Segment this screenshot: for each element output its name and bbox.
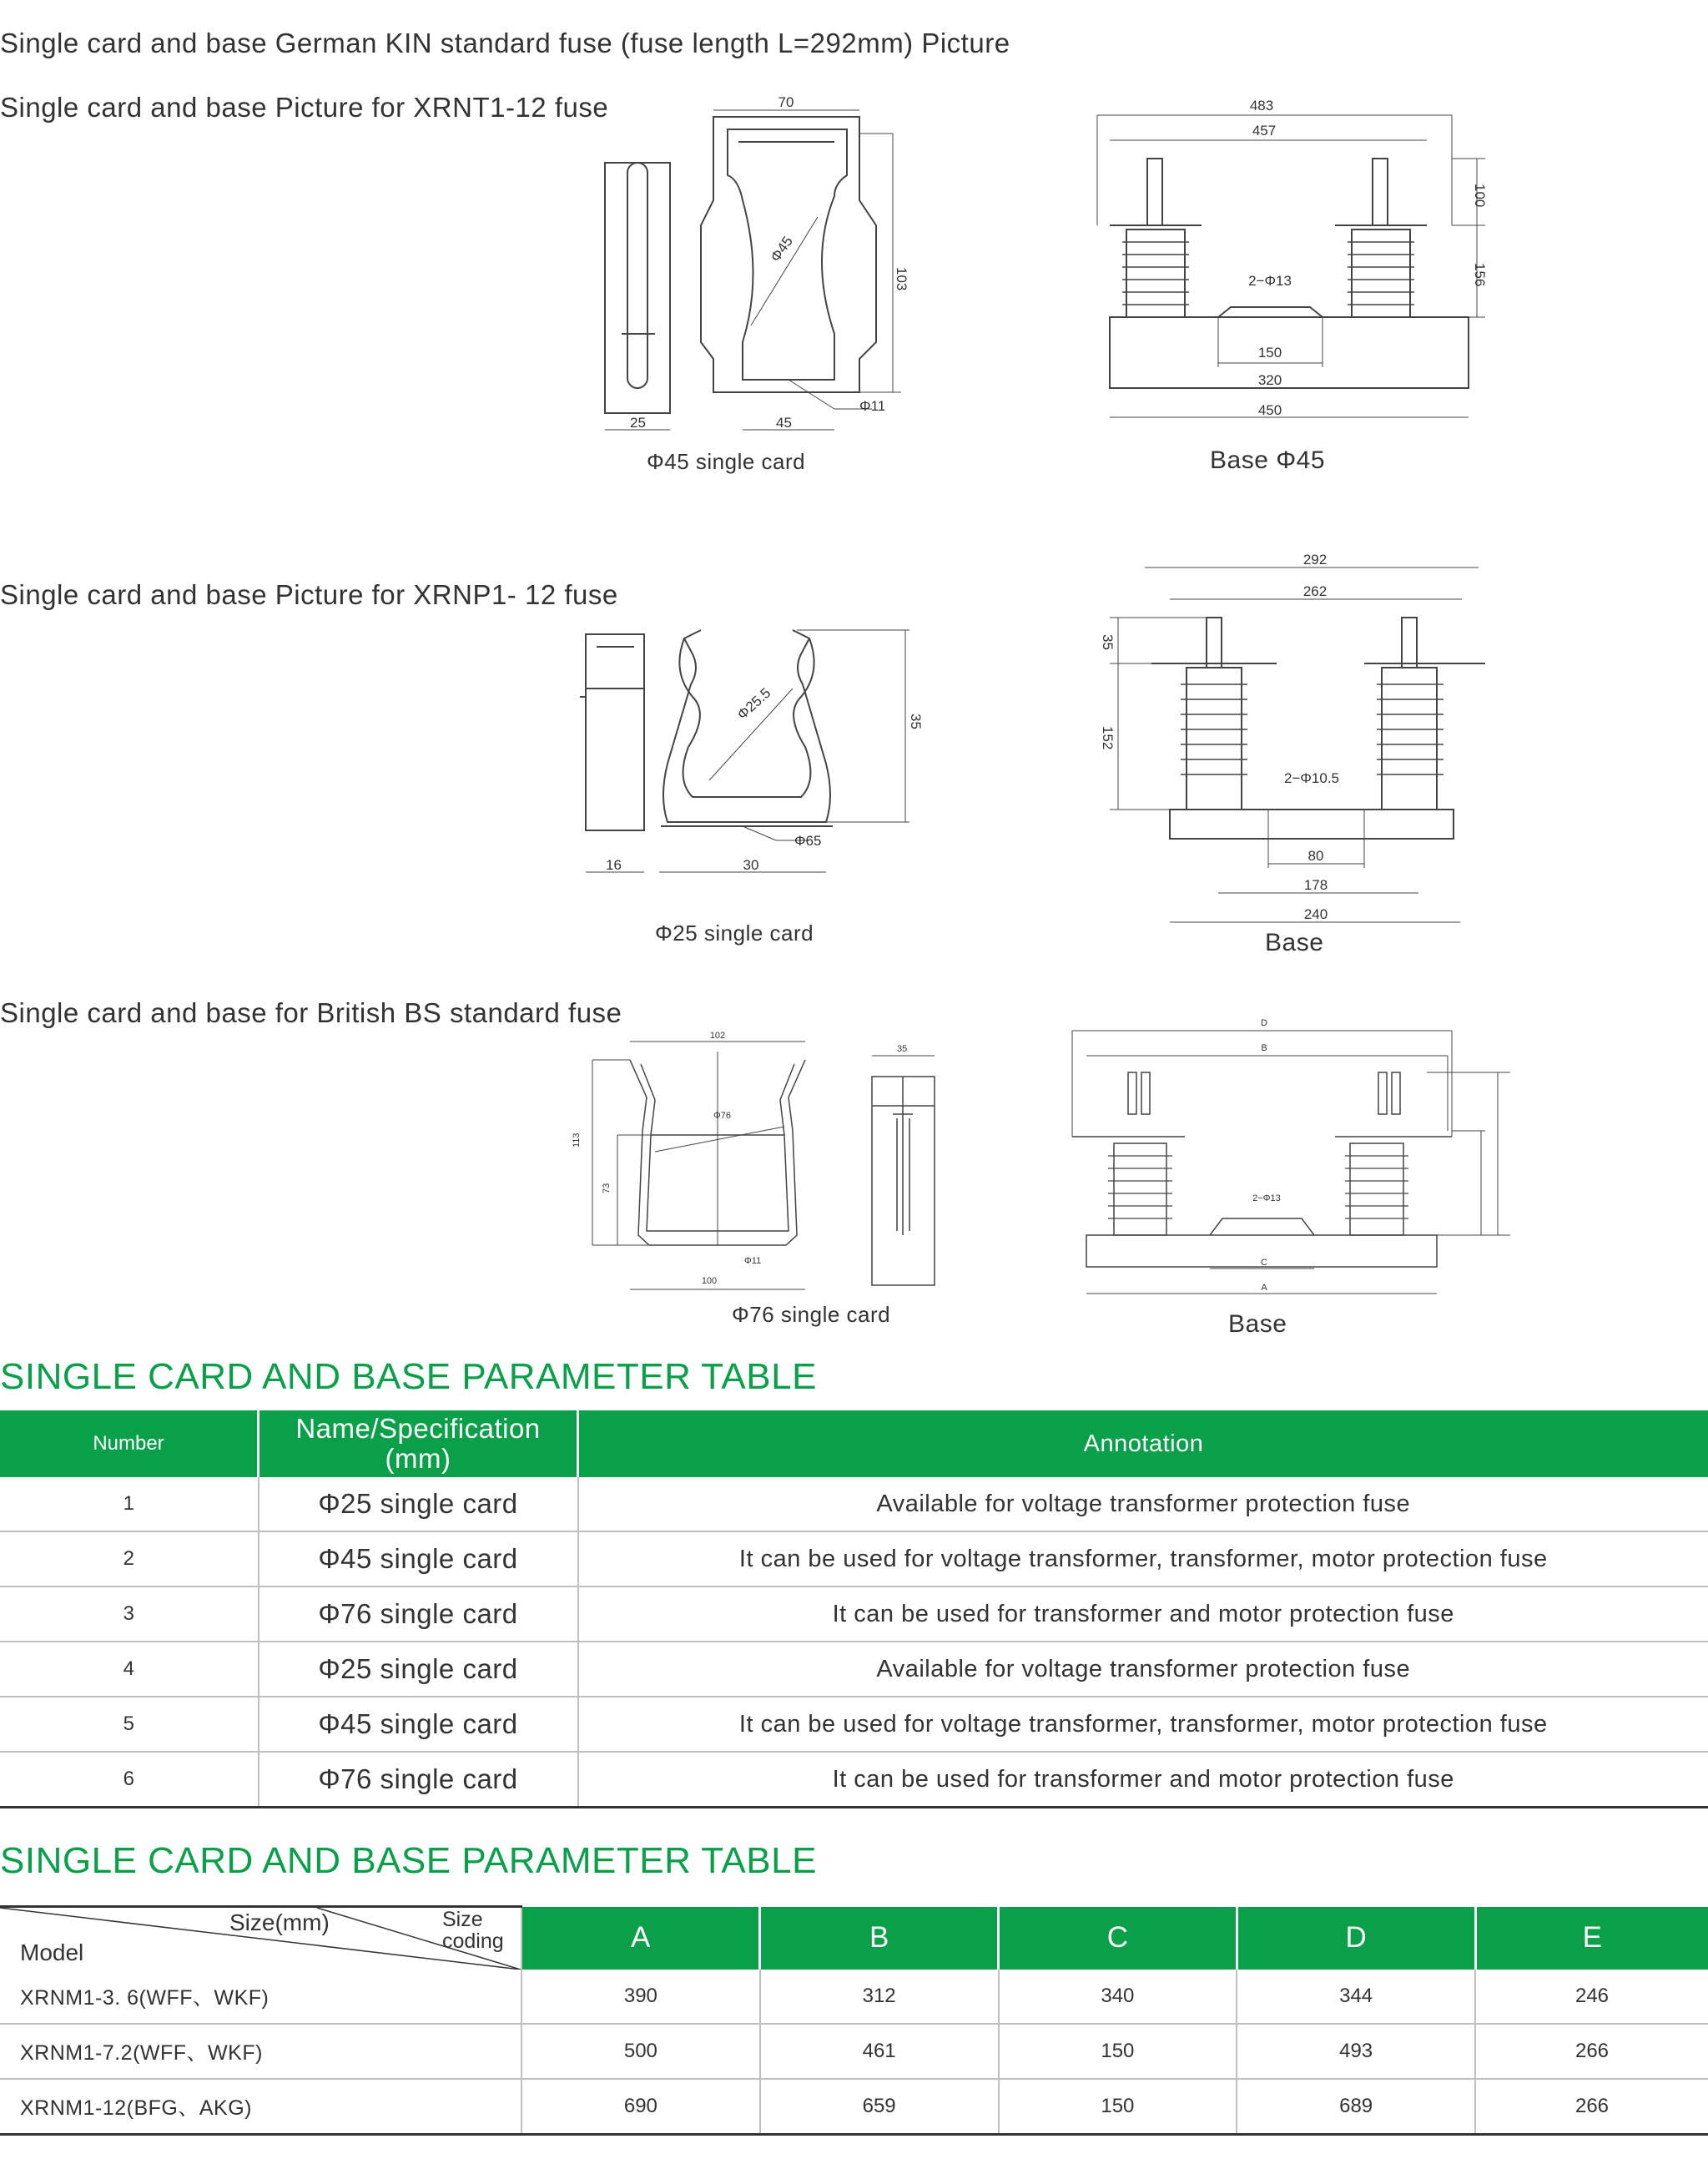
dim-label: C [1261, 1258, 1267, 1268]
cell-value: 344 [1237, 1970, 1475, 2024]
cell-annotation: It can be used for transformer and motor protection fuse [578, 1752, 1708, 1808]
dim-label: 156 [1472, 263, 1488, 287]
dim-label: B [1261, 1043, 1267, 1053]
cell-annotation: It can be used for voltage transformer, transformer, motor protection fuse [578, 1531, 1708, 1586]
heading-xrnp: Single card and base Picture for XRNP1- 12 fuse [0, 579, 618, 610]
dim-label: Φ11 [859, 398, 886, 414]
cell-number: 2 [0, 1531, 259, 1586]
xrnp-card-drawing [576, 622, 926, 897]
dim-label: 35 [1100, 634, 1116, 650]
dim-label: Φ45 [767, 233, 796, 265]
xrnp-base-caption: Base [1265, 929, 1324, 956]
cell-number: 6 [0, 1752, 259, 1808]
cell-value: 150 [999, 2079, 1237, 2135]
cell-value: 246 [1475, 1970, 1708, 2024]
cell-model: XRNM1-7.2(WFF、WKF) [0, 2024, 521, 2079]
heading-xrnt: Single card and base Picture for XRNT1-12 fuse [0, 92, 609, 123]
dim-label: A [1261, 1283, 1267, 1293]
table-row [0, 1697, 1708, 1752]
xrnt-base-drawing [1085, 92, 1502, 442]
dim-label: Φ25.5 [733, 684, 774, 723]
cell-name: Φ76 single card [259, 1752, 578, 1808]
dim-label: 178 [1303, 877, 1328, 893]
dim-label: 150 [1257, 345, 1282, 361]
cell-name: Φ45 single card [259, 1697, 578, 1752]
dim-label: 102 [709, 1031, 726, 1041]
cell-name: Φ76 single card [259, 1586, 578, 1642]
cell-value: 150 [999, 2024, 1237, 2079]
dim-label: 16 [606, 857, 622, 873]
cell-value: 659 [760, 2079, 999, 2135]
cell-value: 340 [999, 1970, 1237, 2024]
cell-value: 690 [521, 2079, 760, 2135]
corner-header [0, 1907, 521, 1970]
corner-coding-1: Size [442, 1908, 483, 1931]
cell-annotation: Available for voltage transformer protection fuse [578, 1642, 1708, 1697]
dim-label: 113 [572, 1132, 582, 1148]
xrnt-card-caption: Φ45 single card [647, 449, 806, 474]
cell-number: 4 [0, 1642, 259, 1697]
dim-label: 2−Φ13 [1248, 273, 1292, 289]
dim-label: 70 [778, 94, 794, 110]
cell-name: Φ45 single card [259, 1531, 578, 1586]
dim-label: D [1261, 1018, 1267, 1028]
cell-value: 689 [1237, 2079, 1475, 2135]
cell-annotation: It can be used for voltage transformer, transformer, motor protection fuse [578, 1697, 1708, 1752]
table1-title: SINGLE CARD AND BASE PARAMETER TABLE [0, 1356, 817, 1397]
cell-model: XRNM1-12(BFG、AKG) [0, 2079, 521, 2135]
cell-name: Φ25 single card [259, 1477, 578, 1531]
corner-model: Model [20, 1940, 84, 1965]
cell-number: 3 [0, 1586, 259, 1642]
dim-label: 35 [897, 1044, 908, 1054]
bs-base-drawing [1060, 1014, 1510, 1314]
heading-kin: Single card and base German KIN standard fuse (fuse length L=292mm) Picture [0, 28, 1010, 58]
cell-number: 1 [0, 1477, 259, 1531]
header-name-line1: Name/Specification [295, 1413, 541, 1444]
dim-label: 30 [743, 857, 759, 873]
cell-value: 266 [1475, 2079, 1708, 2135]
header-number: Number [0, 1410, 259, 1477]
dim-label: 45 [776, 415, 792, 431]
dim-label: 2−Φ10.5 [1283, 770, 1340, 786]
dim-label: 73 [602, 1183, 612, 1193]
bs-base-caption: Base [1228, 1310, 1287, 1338]
header-annotation: Annotation [578, 1410, 1708, 1477]
xrnp-base-drawing [1093, 551, 1485, 935]
table-row [0, 1642, 1708, 1697]
heading-bs: Single card and base for British BS standard fuse [0, 997, 622, 1028]
bs-card-drawing [567, 1027, 968, 1302]
dim-label: 100 [1472, 184, 1488, 208]
table-row [0, 1531, 1708, 1586]
dim-label: 483 [1249, 98, 1274, 113]
column-header-d: D [1237, 1907, 1475, 1970]
dim-label: 103 [894, 267, 909, 291]
column-header-c: C [999, 1907, 1237, 1970]
cell-value: 312 [760, 1970, 999, 2024]
xrnp-card-caption: Φ25 single card [655, 921, 814, 946]
dim-label: 292 [1302, 552, 1328, 567]
cell-value: 266 [1475, 2024, 1708, 2079]
dim-label: 100 [701, 1276, 718, 1286]
cell-model: XRNM1-3. 6(WFF、WKF) [0, 1970, 521, 2024]
table-row [0, 1586, 1708, 1642]
table-row [0, 1477, 1708, 1531]
dim-label: Φ76 [713, 1111, 732, 1121]
dim-label: Φ11 [744, 1256, 762, 1266]
cell-annotation: It can be used for transformer and motor protection fuse [578, 1586, 1708, 1642]
table-row [0, 1752, 1708, 1808]
cell-value: 461 [760, 2024, 999, 2079]
table-row [0, 2024, 1708, 2079]
header-name-line2: (mm) [385, 1443, 451, 1474]
dim-label: 240 [1303, 906, 1328, 922]
bs-card-caption: Φ76 single card [732, 1302, 891, 1327]
dim-label: 457 [1252, 123, 1277, 139]
xrnt-card-drawing [584, 92, 918, 442]
cell-value: 390 [521, 1970, 760, 2024]
corner-coding-2: coding [442, 1929, 504, 1953]
dim-label: 450 [1257, 402, 1282, 418]
table-row [0, 2079, 1708, 2135]
table2-title: SINGLE CARD AND BASE PARAMETER TABLE [0, 1840, 817, 1881]
cell-name: Φ25 single card [259, 1642, 578, 1697]
dim-label: 320 [1257, 372, 1282, 388]
parameter-table-1 [0, 1410, 1708, 1808]
header-name [259, 1410, 578, 1477]
cell-number: 5 [0, 1697, 259, 1752]
dim-label: 80 [1307, 848, 1324, 864]
cell-value: 500 [521, 2024, 760, 2079]
xrnt-base-caption: Base Φ45 [1210, 446, 1326, 474]
table-row [0, 1970, 1708, 2024]
column-header-b: B [760, 1907, 999, 1970]
dim-label: 152 [1100, 726, 1116, 750]
cell-value: 493 [1237, 2024, 1475, 2079]
dim-label: 35 [908, 714, 924, 729]
dim-label: 262 [1302, 583, 1328, 599]
dim-label: 2−Φ13 [1252, 1193, 1281, 1203]
dim-label: 25 [630, 415, 646, 431]
corner-size: Size(mm) [229, 1909, 330, 1935]
parameter-table-2 [0, 1905, 1708, 2136]
cell-annotation: Available for voltage transformer protection fuse [578, 1477, 1708, 1531]
column-header-e: E [1475, 1907, 1708, 1970]
dim-label: Φ65 [794, 833, 822, 849]
column-header-a: A [521, 1907, 760, 1970]
